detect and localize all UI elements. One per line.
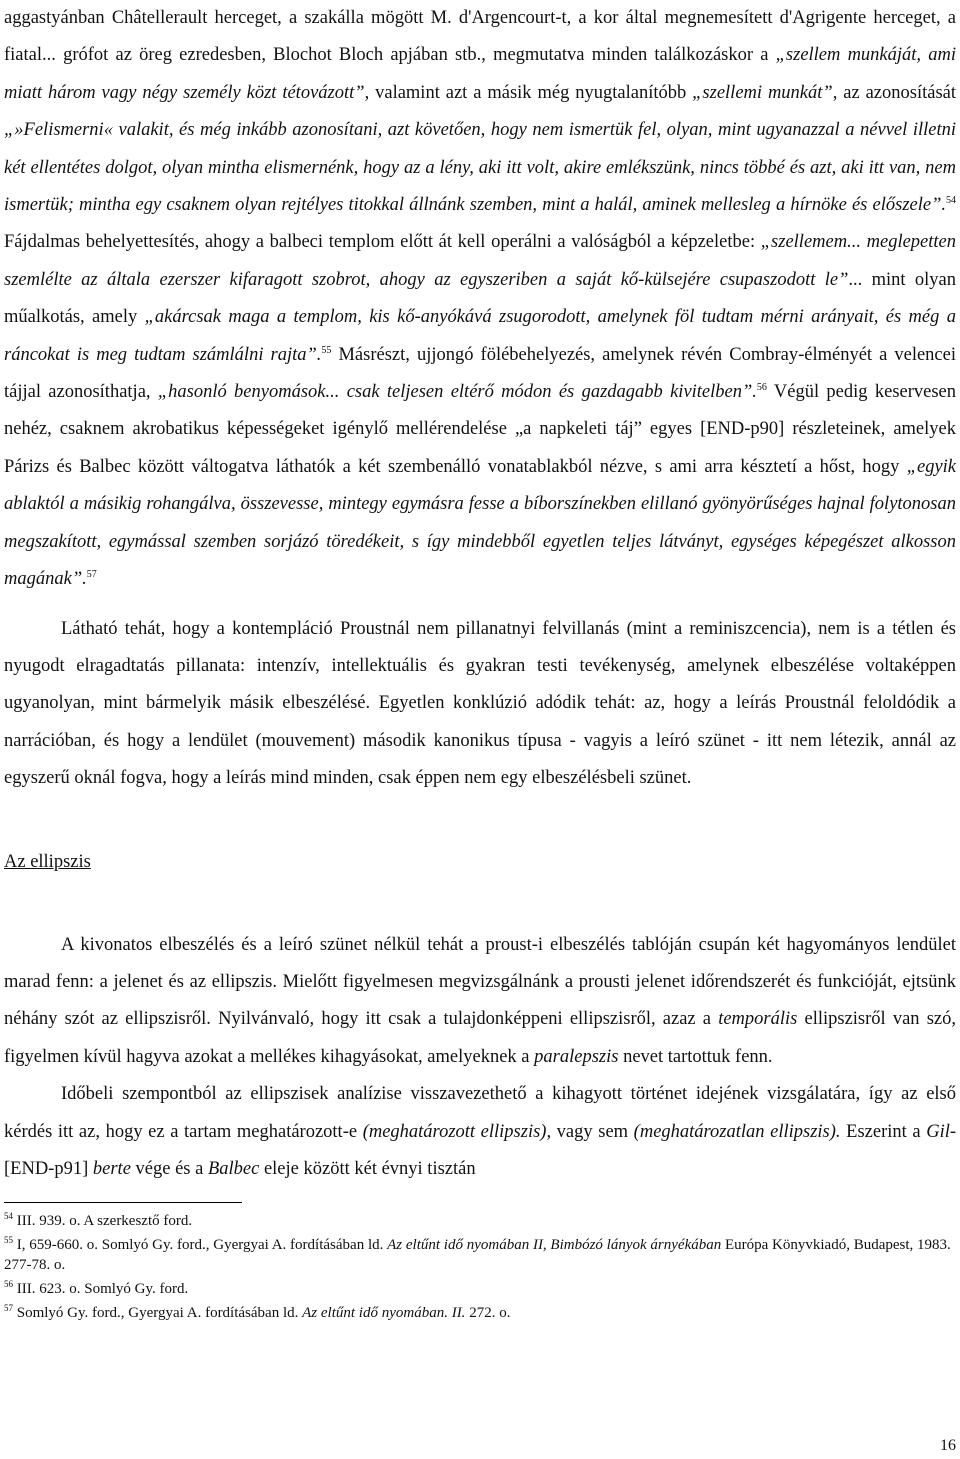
footnote-text: I, 659-660. o. Somlyó Gy. ford., Gyergyai A. fordításában ld. bbox=[13, 1237, 388, 1254]
page-number: 16 bbox=[940, 1437, 956, 1454]
paragraph-1 bbox=[4, 0, 956, 599]
footnote-ref-55[interactable]: 55 bbox=[321, 344, 332, 356]
footnote-number: 57 bbox=[4, 1303, 13, 1314]
text: aggastyánban Châtellerault herceget, a szakálla mögött M. d'Argencourt-t, a kor által megnemesített d'Agrigente herceget, a fiatal... grófot az öreg ezredesben, Blochot Bloch apjában stb., megmutatva minden találkozáskor a bbox=[4, 8, 956, 66]
footnote-55 bbox=[4, 1235, 956, 1275]
text: vagy sem bbox=[551, 1121, 634, 1142]
quote: „»Felismerni« valakit, és még inkább azonosítani, azt követően, hogy nem ismertük fel, olyan, mint ugyanazzal a névvel illetni két ellentétes dolgot, olyan mintha elismernénk, hogy az a lény, aki itt volt, akire emlékszünk, nincs többé és azt, aki itt van, nem ismertük; mintha egy csaknem olyan rejtélyes titokkal állnánk szemben, mint a halál, aminek mellesleg a hírnöke és előszele”. bbox=[4, 120, 956, 216]
text: Fájdalmas behelyettesítés, ahogy a balbeci templom előtt át kell operálni a valóságból a képzeletbe: bbox=[4, 232, 761, 253]
footnote-ref-56[interactable]: 56 bbox=[756, 381, 767, 393]
footnote-54 bbox=[4, 1211, 956, 1231]
footnote-text: 272. o. bbox=[465, 1305, 511, 1322]
text: Másrészt, ujjongó fölébehelyezés, amelynek révén Combray-élményét a velencei tájjal azonosíthatja, bbox=[4, 344, 956, 403]
text: Időbeli szempontból az ellipszisek analízise visszavezethető a kihagyott történet idejének vizsgálatára, így az első kérdés itt az, hogy ez a tartam meghatározott-e bbox=[4, 1084, 956, 1142]
footnote-56 bbox=[4, 1279, 956, 1299]
footnote-ref-54[interactable]: 54 bbox=[946, 194, 956, 206]
quote: „egyik ablaktól a másikig rohangálva, összevesse, mintegy egymásra fesse a bíborszínekben elillanó gyönyörűséges hajnal folytonosan megszakított, egymással szemben sorjázó töredékeit, s így mindebből egyetlen teljes látványt, egységes képegészet alkosson magának”. bbox=[4, 456, 956, 590]
text: nevet tartottuk fenn. bbox=[618, 1046, 773, 1067]
paragraph-3 bbox=[4, 927, 956, 1077]
title: Gil- bbox=[926, 1121, 957, 1142]
term: paralepszis bbox=[534, 1046, 619, 1067]
title: Balbec bbox=[207, 1158, 260, 1179]
text: vége és a bbox=[130, 1158, 208, 1179]
quote: „szellemem... meglepetten szemlélte az általa ezerszer kifaragott szobrot, ahogy az egyszeriben a saját kő-külsejére csupaszodott le” bbox=[4, 232, 956, 290]
footnote-text: Somlyó Gy. ford., Gyergyai A. fordításában ld. bbox=[13, 1305, 303, 1322]
quote: „hasonló benyomások... csak teljesen eltérő módon és gazdagabb kivitelben”. bbox=[157, 382, 757, 403]
text: A kivonatos elbeszélés és a leíró szünet nélkül tehát a proust-i elbeszélés tablóján csupán két hagyományos lendület marad fenn: a jelenet és az ellipszis. Mielőtt figyelmesen megvizsgálnánk a prousti jelenet időrendszerét és funkcióját, ejtsünk néhány szót az ellipszisről. Nyilvánvaló, hogy itt csak a tulajdonképpeni ellipszisről, azaz a bbox=[4, 934, 956, 1030]
text: ellipszisről van szó, figyelmen kívül hagyva azokat a mellékes kihagyásokat, amelyeknek a bbox=[4, 1009, 956, 1067]
footnote-ref-57[interactable]: 57 bbox=[86, 568, 97, 580]
term: (meghatározatlan ellipszis). bbox=[633, 1121, 841, 1142]
quote: „szellem munkáját, ami miatt három vagy négy személy közt tétovázott” bbox=[4, 45, 956, 103]
text: , az azonosítását bbox=[832, 82, 956, 103]
term: (meghatározott ellipszis), bbox=[362, 1121, 552, 1142]
text: ... mint olyan műalkotás, amely bbox=[4, 269, 956, 328]
text: Eszerint a bbox=[840, 1121, 927, 1142]
quote: „akárcsak maga a templom, kis kő-anyókává zsugorodott, amelynek föl tudtam mérni arányait, és még a ráncokat is meg tudtam számlálni rajta”. bbox=[4, 307, 956, 365]
footnote-title: Az eltűnt idő nyomában. II. bbox=[302, 1305, 466, 1322]
paragraph-4 bbox=[4, 1076, 956, 1188]
footnote-number: 55 bbox=[4, 1235, 13, 1246]
text: Végül pedig keservesen nehéz, csaknem akrobatikus képességeket igénylő mellérendelése „a napkeleti táj” egyes [END-p90] részleteinek, amelyek Párizs és Balbec között váltogatva láthatók a két szembenálló vonatablakból nézve, s ami arra késztetí a hőst, hogy bbox=[4, 382, 957, 477]
term: temporális bbox=[718, 1009, 798, 1030]
title: berte bbox=[92, 1158, 131, 1179]
footnote-text: III. 623. o. Somlyó Gy. ford. bbox=[13, 1281, 189, 1298]
footnote-number: 56 bbox=[4, 1279, 13, 1290]
footnote-text: III. 939. o. A szerkesztő ford. bbox=[13, 1213, 193, 1230]
section-heading: Az ellipszis bbox=[4, 851, 91, 872]
footnote-title: Az eltűnt idő nyomában II, Bimbózó lányok árnyékában bbox=[387, 1237, 722, 1254]
document-page bbox=[4, 0, 956, 1323]
quote: „szellemi munkát” bbox=[692, 82, 833, 103]
paragraph-2: Látható tehát, hogy a kontempláció Proustnál nem pillanatnyi felvillanás (mint a reminiszcencia), nem is a tétlen és nyugodt elragadtatás pillanata: intenzív, intellektuális és gyakran testi tevékenység, amelynek elbeszélése voltaképpen ugyanolyan, mint bármelyik másik elbeszélésé. Egyetlen konklúzió adódik tehát: az, hogy a leírás Proustnál feloldódik a narrációban, és hogy a lendület (mouvement) második kanonikus típusa - vagyis a leíró szünet - itt nem létezik, annál az egyszerű oknál fogva, hogy a leírás mind minden, csak éppen nem egy elbeszélésbeli szünet. bbox=[4, 618, 956, 789]
footnote-number: 54 bbox=[4, 1211, 13, 1222]
footnote-divider bbox=[4, 1202, 242, 1203]
footnote-57 bbox=[4, 1303, 956, 1323]
footnote-text: Európa Könyvkiadó, Budapest, 1983. 277-78. o. bbox=[4, 1237, 951, 1274]
text: , valamint azt a másik még nyugtalanítóbb bbox=[364, 82, 693, 103]
footnotes bbox=[4, 1211, 956, 1323]
text: [END-p91] bbox=[4, 1158, 93, 1179]
text: eleje között két évnyi tisztán bbox=[259, 1158, 476, 1179]
